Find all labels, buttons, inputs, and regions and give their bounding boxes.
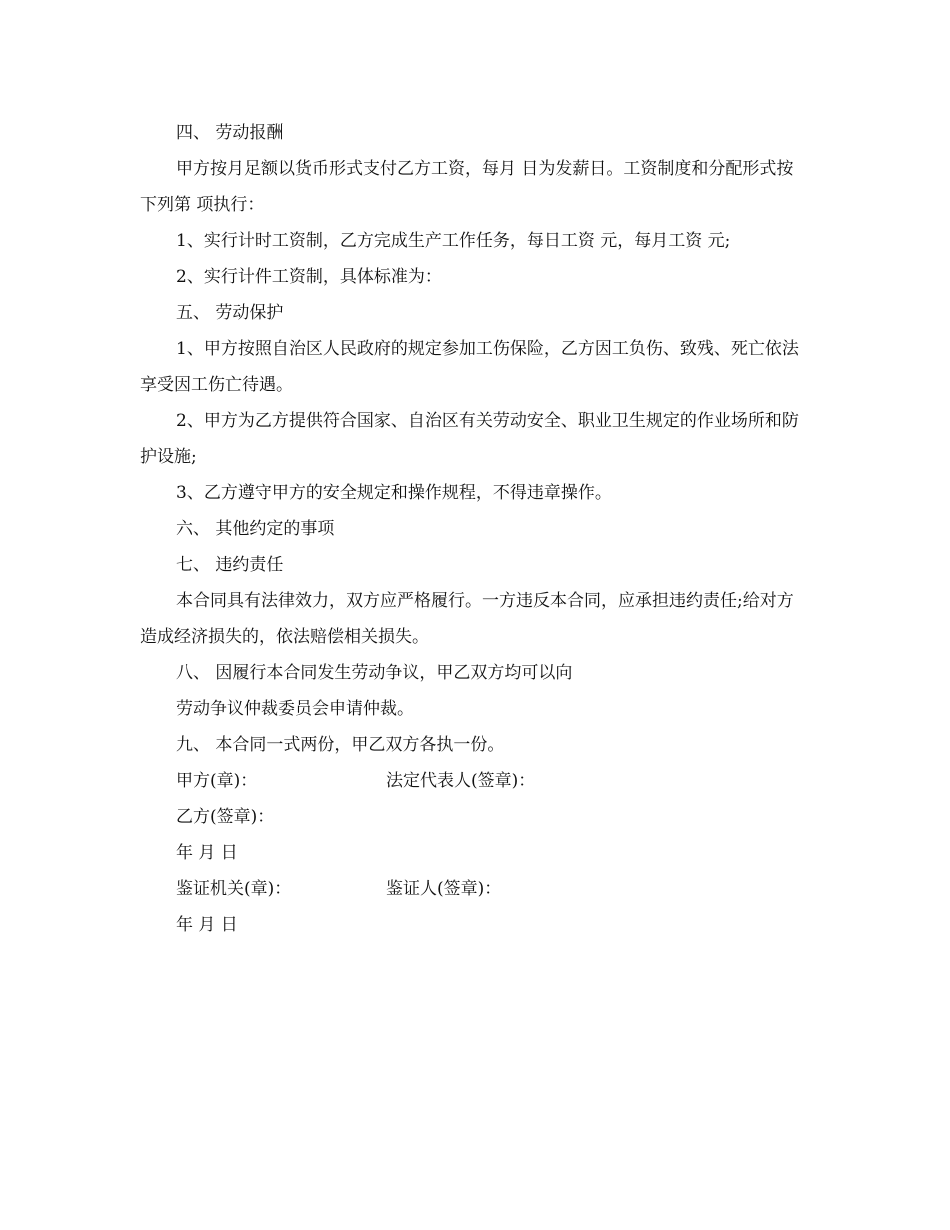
signature-row-party-a	[140, 763, 805, 799]
contract-body	[140, 115, 805, 943]
authority-seal-label: 鉴证机关(章)：	[176, 879, 292, 899]
paragraph-breach-liability: 本合同具有法律效力，双方应严格履行。一方违反本合同，应承担违约责任;给对方造成经济损失的，依法赔偿相关损失。	[140, 591, 794, 647]
paragraph-safety-facilities: 2、甲方为乙方提供符合国家、自治区有关劳动安全、职业卫生规定的作业场所和防护设施;	[140, 411, 799, 467]
legal-rep-signature-label: 法定代表人(签章)：	[386, 771, 536, 791]
section-heading-copies: 九、 本合同一式两份，甲乙双方各执一份。	[176, 735, 505, 755]
party-a-seal-label: 甲方(章)：	[176, 771, 258, 791]
section-heading-protection: 五、 劳动保护	[176, 303, 284, 323]
party-b-signature-label: 乙方(签章)：	[176, 807, 275, 827]
signature-row-authority	[140, 871, 805, 907]
paragraph-arbitration: 劳动争议仲裁委员会申请仲裁。	[176, 699, 414, 719]
section-heading-breach: 七、 违约责任	[176, 555, 284, 575]
section-heading-dispute: 八、 因履行本合同发生劳动争议，甲乙双方均可以向	[176, 663, 573, 683]
paragraph-piece-wage: 2、实行计件工资制，具体标准为：	[176, 267, 442, 287]
paragraph-safety-rules: 3、乙方遵守甲方的安全规定和操作规程，不得违章操作。	[176, 483, 612, 503]
verifier-signature-label: 鉴证人(签章)：	[386, 879, 502, 899]
paragraph-time-wage: 1、实行计时工资制，乙方完成生产工作任务，每日工资 元，每月工资 元;	[176, 231, 731, 251]
section-heading-remuneration: 四、 劳动报酬	[176, 123, 284, 143]
paragraph-injury-insurance: 1、甲方按照自治区人民政府的规定参加工伤保险，乙方因工负伤、致残、死亡依法享受因工伤亡待遇。	[140, 339, 799, 395]
signature-date-2: 年 月 日	[176, 915, 238, 935]
signature-date-1: 年 月 日	[176, 843, 238, 863]
paragraph-salary-payment: 甲方按月足额以货币形式支付乙方工资，每月 日为发薪日。工资制度和分配形式按下列第 项执行：	[140, 159, 794, 215]
section-heading-other-matters: 六、 其他约定的事项	[176, 519, 335, 539]
